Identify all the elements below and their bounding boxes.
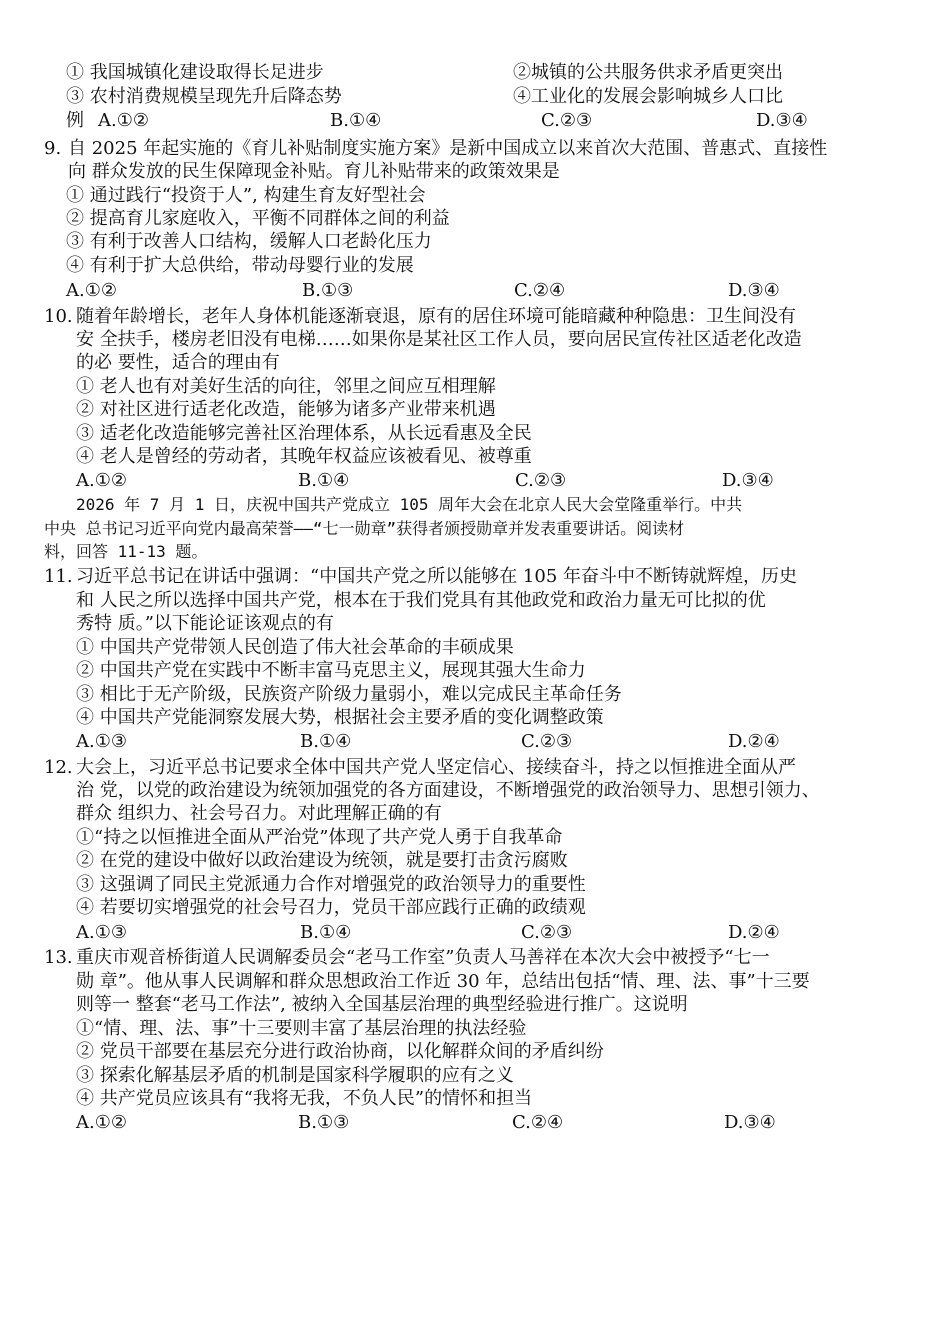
q11-stem-line-2: 和 人民之所以选择中国共产党，根本在于我们党具有其他政党和政治力量无可比拟的优 [76,590,766,611]
q12-item-1: ①“持之以恒推进全面从严治党”体现了共产党人勇于自我革命 [76,827,563,848]
q9-item-1: ① 通过践行“投资于人”, 构建生育友好型社会 [66,185,426,206]
q10-stem-line-3: 的必 要性，适合的理由有 [76,352,280,373]
q13-option-b[interactable]: B.①③ [298,1112,350,1133]
q9-number: 9. [44,138,62,159]
q10-stem-line-2: 安 全扶手，楼房老旧没有电梯……如果你是某社区工作人员，要向居民宣传社区适老化改造 [76,329,802,350]
q12-stem-line-2: 治 党，以党的政治建设为统领加强党的各方面建设，不断增强党的政治领导力、思想引领力、 [76,780,820,801]
q12-number: 12. [44,757,73,778]
q10-number: 10. [44,306,73,327]
q13-item-1: ①“情、理、法、事”十三要则丰富了基层治理的执法经验 [76,1018,527,1039]
q12-stem-line-3: 群众 组织力、社会号召力。对此理解正确的有 [76,803,442,824]
q13-option-a[interactable]: A.①② [76,1112,127,1133]
q11-item-3: ③ 相比于无产阶级，民族资产阶级力量弱小，难以完成民主革命任务 [76,684,622,705]
q13-item-4: ④ 共产党员应该具有“我将无我，不负人民”的情怀和担当 [76,1088,533,1109]
q9-stem-line-1: 自 2025 年起实施的《育儿补贴制度实施方案》是新中国成立以来首次大范围、普惠式、直接性 [68,138,828,159]
q9-option-d[interactable]: D.③④ [728,280,780,301]
q11-item-4: ④ 中国共产党能洞察发展大势，根据社会主要矛盾的变化调整政策 [76,707,604,728]
q9-option-a[interactable]: A.①② [66,280,117,301]
q13-item-3: ③ 探索化解基层矛盾的机制是国家科学履职的应有之义 [76,1065,514,1086]
q10-stem-line-1: 随着年龄增长，老年人身体机能逐渐衰退，原有的居住环境可能暗藏种种隐患：卫生间没有 [76,306,796,327]
q11-stem-line-3: 秀特 质。”以下能论证该观点的有 [76,613,334,634]
q13-option-d[interactable]: D.③④ [724,1112,776,1133]
q11-option-b[interactable]: B.①④ [300,731,352,752]
q11-number: 11. [44,566,73,587]
q11-item-1: ① 中国共产党带领人民创造了伟大社会革命的丰硕成果 [76,637,514,658]
q11-option-a[interactable]: A.①③ [76,731,127,752]
material-line-1: 2026 年 7 月 1 日，庆祝中国共产党成立 105 周年大会在北京人民大会堂隆重举行。中共 [76,495,743,514]
q13-stem-line-1: 重庆市观音桥街道人民调解委员会“老马工作室”负责人马善祥在本次大会中被授予“七一 [76,947,770,968]
q10-item-4: ④ 老人是曾经的劳动者，其晚年权益应该被看见、被尊重 [76,446,532,467]
q13-option-c[interactable]: C.②④ [512,1112,564,1133]
q8-item-4: ④工业化的发展会影响城乡人口比 [513,86,783,107]
q11-item-2: ② 中国共产党在实践中不断丰富马克思主义，展现其强大生命力 [76,660,586,681]
q8-item-4-continued: 例 [66,110,84,131]
q10-option-b[interactable]: B.①④ [298,470,350,491]
q12-option-b[interactable]: B.①④ [300,922,352,943]
q9-item-4: ④ 有利于扩大总供给，带动母婴行业的发展 [66,255,414,276]
q8-item-1: ① 我国城镇化建设取得长足进步 [66,62,324,83]
q8-option-d[interactable]: D.③④ [756,110,808,131]
q10-item-1: ① 老人也有对美好生活的向往，邻里之间应互相理解 [76,376,496,397]
q11-option-c[interactable]: C.②③ [521,731,573,752]
q11-stem-line-1: 习近平总书记在讲话中强调：“中国共产党之所以能够在 105 年奋斗中不断铸就辉煌，历史 [76,566,797,587]
q12-item-2: ② 在党的建设中做好以政治建设为统领，就是要打击贪污腐败 [76,850,568,871]
q12-option-a[interactable]: A.①③ [76,922,127,943]
q13-number: 13. [44,947,73,968]
q10-option-c[interactable]: C.②③ [515,470,567,491]
q12-option-d[interactable]: D.②④ [728,922,780,943]
material-line-3: 料，回答 11-13 题。 [44,542,208,561]
q10-option-a[interactable]: A.①② [76,470,127,491]
q8-item-2: ②城镇的公共服务供求矛盾更突出 [513,62,783,83]
q12-stem-line-1: 大会上，习近平总书记要求全体中国共产党人坚定信心、接续奋斗，持之以恒推进全面从严 [76,757,796,778]
q9-item-2: ② 提高育儿家庭收入，平衡不同群体之间的利益 [66,208,450,229]
q10-item-2: ② 对社区进行适老化改造，能够为诸多产业带来机遇 [76,399,496,420]
q9-item-3: ③ 有利于改善人口结构，缓解人口老龄化压力 [66,231,432,252]
q8-option-b[interactable]: B.①④ [330,110,382,131]
q13-item-2: ② 党员干部要在基层充分进行政治协商，以化解群众间的矛盾纠纷 [76,1041,604,1062]
material-line-2: 中央 总书记习近平向党内最高荣誉——“七一勋章”获得者颁授勋章并发表重要讲话。阅读材 [44,519,685,538]
q12-item-3: ③ 这强调了同民主党派通力合作对增强党的政治领导力的重要性 [76,874,586,895]
q10-item-3: ③ 适老化改造能够完善社区治理体系，从长远看惠及全民 [76,423,532,444]
q13-stem-line-3: 则等一 整套“老马工作法”, 被纳入全国基层治理的典型经验进行推广。这说明 [76,994,688,1015]
q10-option-d[interactable]: D.③④ [722,470,774,491]
q8-option-a[interactable]: A.①② [98,110,149,131]
q11-option-d[interactable]: D.②④ [728,731,780,752]
q12-item-4: ④ 若要切实增强党的社会号召力，党员干部应践行正确的政绩观 [76,897,586,918]
q9-option-b[interactable]: B.①③ [302,280,354,301]
q9-option-c[interactable]: C.②④ [514,280,566,301]
q13-stem-line-2: 勋 章”。他从事人民调解和群众思想政治工作近 30 年，总结出包括“情、理、法、事”十三要 [76,971,810,992]
q8-option-c[interactable]: C.②③ [541,110,593,131]
q12-option-c[interactable]: C.②③ [521,922,573,943]
q8-item-3: ③ 农村消费规模呈现先升后降态势 [66,86,342,107]
q9-stem-line-2: 向 群众发放的民生保障现金补贴。育儿补贴带来的政策效果是 [68,161,560,182]
